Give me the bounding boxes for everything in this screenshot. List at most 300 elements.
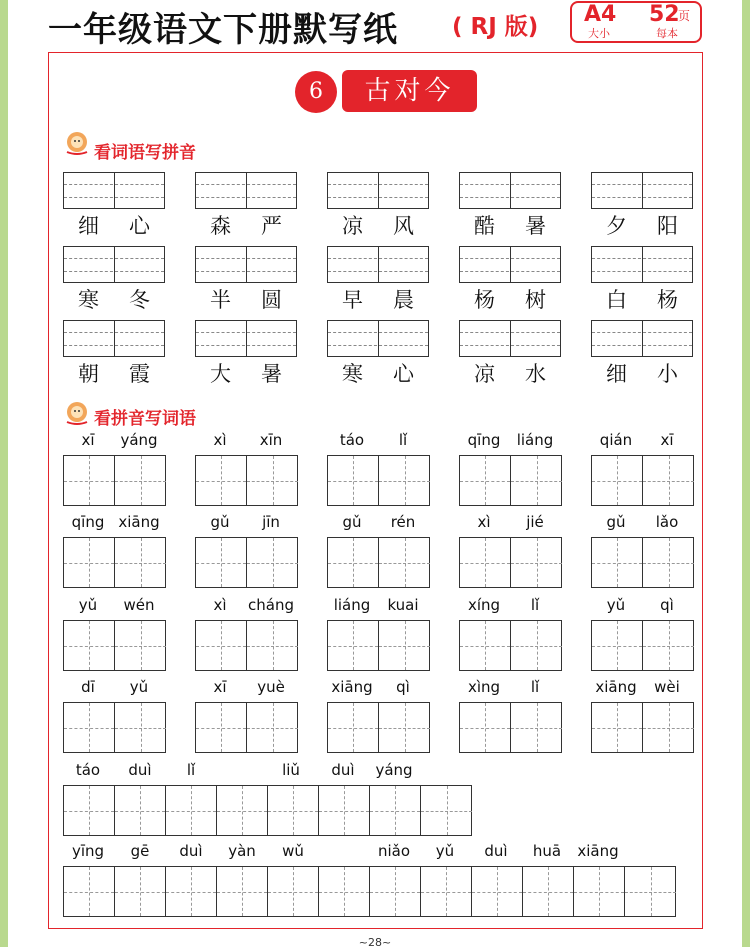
guide-line	[460, 646, 510, 647]
pinyin-text: lǐ	[186, 761, 196, 779]
grid-cell	[247, 456, 298, 505]
guide-line	[460, 271, 560, 272]
word-char: 酷	[474, 214, 495, 238]
guide-line	[196, 646, 246, 647]
grid-cell	[511, 621, 562, 670]
pages-label: 每本	[656, 27, 678, 40]
guide-line	[64, 271, 164, 272]
guide-line	[247, 481, 298, 482]
grid-cell	[64, 456, 115, 505]
guide-line	[592, 332, 692, 333]
guide-line	[511, 563, 562, 564]
grid-cell	[643, 703, 694, 752]
pinyin-text: rén	[390, 513, 416, 531]
size-label: 大小	[588, 27, 610, 40]
pinyin-text: gǔ	[606, 513, 626, 531]
guide-line	[319, 892, 369, 893]
tian-grid[interactable]	[327, 702, 430, 753]
grid-cell	[196, 703, 247, 752]
word-char: 霞	[129, 362, 150, 386]
pinyin-text: wǔ	[282, 842, 304, 860]
grid-cell	[460, 621, 511, 670]
guide-line	[217, 892, 267, 893]
pinyin-writing-box[interactable]	[591, 172, 693, 209]
word-char: 寒	[342, 362, 363, 386]
tian-grid[interactable]	[327, 537, 430, 588]
grid-cell	[166, 786, 217, 835]
pinyin-text: gǔ	[342, 513, 362, 531]
guide-line	[115, 563, 166, 564]
guide-line	[460, 481, 510, 482]
page-title: 一年级语文下册默写纸	[48, 10, 398, 50]
tian-grid[interactable]	[63, 537, 166, 588]
box-divider	[642, 321, 643, 356]
pinyin-text: xì	[477, 513, 491, 531]
grid-cell	[217, 867, 268, 916]
tian-grid[interactable]	[459, 455, 562, 506]
guide-line	[592, 646, 642, 647]
word-char: 杨	[474, 288, 495, 312]
lion-icon	[64, 130, 90, 156]
guide-line	[64, 481, 114, 482]
grid-cell	[379, 703, 430, 752]
pinyin-text: lǐ	[530, 678, 540, 696]
pinyin-text: duì	[331, 761, 355, 779]
guide-line	[592, 345, 692, 346]
guide-line	[166, 811, 216, 812]
word-char: 小	[657, 362, 678, 386]
spec-badge	[570, 1, 702, 43]
word-char: 凉	[342, 214, 363, 238]
pages-unit: 页	[678, 9, 691, 23]
guide-line	[64, 258, 164, 259]
guide-line	[592, 184, 692, 185]
pinyin-text: yuè	[257, 678, 285, 696]
tian-grid[interactable]	[195, 702, 298, 753]
grid-cell	[247, 703, 298, 752]
word-char: 心	[393, 362, 414, 386]
pinyin-text: gǔ	[210, 513, 230, 531]
word-char: 细	[78, 214, 99, 238]
box-divider	[510, 321, 511, 356]
grid-cell	[115, 538, 166, 587]
guide-line	[592, 258, 692, 259]
guide-line	[328, 332, 428, 333]
lion-icon	[64, 400, 90, 426]
guide-line	[196, 332, 296, 333]
guide-line	[64, 646, 114, 647]
grid-cell	[421, 786, 472, 835]
tian-grid[interactable]	[63, 866, 676, 917]
grid-cell	[247, 538, 298, 587]
guide-line	[64, 332, 164, 333]
pinyin-text: xiāng	[118, 513, 160, 531]
pinyin-text: gē	[130, 842, 150, 860]
guide-line	[328, 563, 378, 564]
guide-line	[643, 646, 694, 647]
guide-line	[115, 892, 165, 893]
tian-grid[interactable]	[195, 620, 298, 671]
guide-line	[421, 892, 471, 893]
tian-grid[interactable]	[591, 620, 694, 671]
tian-grid[interactable]	[591, 702, 694, 753]
pinyin-writing-box[interactable]	[195, 320, 297, 357]
left-border	[0, 0, 8, 947]
grid-cell	[460, 538, 511, 587]
guide-line	[196, 197, 296, 198]
word-char: 圆	[261, 288, 282, 312]
grid-cell	[217, 786, 268, 835]
box-divider	[378, 321, 379, 356]
word-char: 阳	[657, 214, 678, 238]
word-char: 寒	[78, 288, 99, 312]
pinyin-text: yáng	[375, 761, 413, 779]
guide-line	[64, 345, 164, 346]
grid-cell	[166, 867, 217, 916]
pinyin-text: qián	[599, 431, 633, 449]
pinyin-text: lǎo	[655, 513, 679, 531]
grid-cell	[115, 456, 166, 505]
word-char: 暑	[525, 214, 546, 238]
box-divider	[378, 173, 379, 208]
pinyin-writing-box[interactable]	[591, 246, 693, 283]
tian-grid[interactable]	[459, 702, 562, 753]
guide-line	[328, 271, 428, 272]
section-write-words: 看拼音写词语	[94, 409, 196, 429]
lesson-number: 6	[295, 71, 337, 113]
guide-line	[64, 811, 114, 812]
pinyin-text: jīn	[262, 513, 280, 531]
box-divider	[642, 247, 643, 282]
box-divider	[378, 247, 379, 282]
guide-line	[328, 345, 428, 346]
edition-label: ( RJ 版)	[452, 14, 539, 40]
guide-line	[592, 728, 642, 729]
pinyin-writing-box[interactable]	[327, 320, 429, 357]
pinyin-text: wèi	[654, 678, 680, 696]
guide-line	[64, 197, 164, 198]
guide-line	[511, 481, 562, 482]
guide-line	[196, 184, 296, 185]
pinyin-text: xī	[213, 678, 227, 696]
box-divider	[642, 173, 643, 208]
pinyin-text: duì	[484, 842, 508, 860]
guide-line	[460, 197, 560, 198]
grid-cell	[643, 621, 694, 670]
pinyin-text: xī	[660, 431, 674, 449]
box-divider	[246, 247, 247, 282]
box-divider	[246, 173, 247, 208]
tian-grid[interactable]	[459, 537, 562, 588]
grid-cell	[379, 456, 430, 505]
guide-line	[511, 728, 562, 729]
guide-line	[196, 258, 296, 259]
word-char: 半	[210, 288, 231, 312]
pinyin-text: xì	[213, 431, 227, 449]
pinyin-text: dī	[81, 678, 95, 696]
box-divider	[114, 321, 115, 356]
pinyin-text: liáng	[333, 596, 371, 614]
guide-line	[523, 892, 573, 893]
grid-cell	[64, 703, 115, 752]
guide-line	[64, 892, 114, 893]
pinyin-text: qīng	[467, 431, 501, 449]
grid-cell	[328, 703, 379, 752]
pinyin-text: yǔ	[129, 678, 149, 696]
pinyin-text: xíng	[467, 596, 501, 614]
guide-line	[460, 332, 560, 333]
pinyin-text: huā	[532, 842, 562, 860]
pinyin-text: xì	[213, 596, 227, 614]
guide-line	[328, 258, 428, 259]
pinyin-text: niǎo	[377, 842, 411, 860]
tian-grid[interactable]	[195, 455, 298, 506]
pinyin-text: duì	[179, 842, 203, 860]
grid-cell	[379, 538, 430, 587]
tian-grid[interactable]	[591, 537, 694, 588]
tian-grid[interactable]	[63, 702, 166, 753]
grid-cell	[268, 867, 319, 916]
guide-line	[379, 728, 430, 729]
pinyin-text: xīn	[259, 431, 283, 449]
tian-grid[interactable]	[327, 455, 430, 506]
guide-line	[511, 646, 562, 647]
grid-cell	[592, 456, 643, 505]
grid-cell	[115, 703, 166, 752]
pinyin-text: qīng	[71, 513, 105, 531]
grid-cell	[328, 621, 379, 670]
pinyin-writing-box[interactable]	[63, 172, 165, 209]
grid-cell	[370, 786, 421, 835]
pinyin-text: jié	[526, 513, 544, 531]
guide-line	[247, 563, 298, 564]
pinyin-text: yǔ	[435, 842, 455, 860]
grid-cell	[370, 867, 421, 916]
guide-line	[115, 646, 166, 647]
guide-line	[115, 481, 166, 482]
pinyin-text: liáng	[516, 431, 554, 449]
grid-cell	[511, 703, 562, 752]
tian-grid[interactable]	[327, 620, 430, 671]
guide-line	[115, 811, 165, 812]
guide-line	[196, 728, 246, 729]
guide-line	[379, 646, 430, 647]
guide-line	[460, 563, 510, 564]
pinyin-text: xiāng	[595, 678, 637, 696]
grid-cell	[523, 867, 574, 916]
guide-line	[319, 811, 369, 812]
guide-line	[592, 481, 642, 482]
guide-line	[196, 271, 296, 272]
guide-line	[370, 811, 420, 812]
section-write-pinyin: 看词语写拼音	[94, 143, 196, 163]
guide-line	[643, 481, 694, 482]
word-char: 夕	[606, 214, 627, 238]
right-border	[742, 0, 750, 947]
pinyin-text: yīng	[71, 842, 105, 860]
word-char: 风	[393, 214, 414, 238]
guide-line	[592, 197, 692, 198]
word-char: 暑	[261, 362, 282, 386]
word-char: 冬	[129, 288, 150, 312]
pinyin-text: xiāng	[331, 678, 373, 696]
pages-value: 52	[649, 2, 680, 27]
guide-line	[166, 892, 216, 893]
word-char: 严	[261, 214, 282, 238]
guide-line	[328, 481, 378, 482]
guide-line	[268, 892, 318, 893]
guide-line	[625, 892, 676, 893]
grid-cell	[592, 538, 643, 587]
pinyin-text: cháng	[248, 596, 294, 614]
box-divider	[114, 247, 115, 282]
grid-cell	[574, 867, 625, 916]
guide-line	[460, 345, 560, 346]
grid-cell	[643, 456, 694, 505]
guide-line	[115, 728, 166, 729]
grid-cell	[625, 867, 676, 916]
pinyin-writing-box[interactable]	[459, 172, 561, 209]
grid-cell	[64, 867, 115, 916]
guide-line	[328, 197, 428, 198]
guide-line	[472, 892, 522, 893]
guide-line	[268, 811, 318, 812]
guide-line	[379, 481, 430, 482]
guide-line	[64, 184, 164, 185]
guide-line	[247, 646, 298, 647]
pinyin-text: xiāng	[577, 842, 619, 860]
guide-line	[217, 811, 267, 812]
grid-cell	[421, 867, 472, 916]
guide-line	[643, 563, 694, 564]
pinyin-text: lǐ	[530, 596, 540, 614]
guide-line	[328, 184, 428, 185]
guide-line	[379, 563, 430, 564]
guide-line	[460, 184, 560, 185]
word-char: 森	[210, 214, 231, 238]
guide-line	[64, 563, 114, 564]
pinyin-text: xìng	[467, 678, 501, 696]
pinyin-text: xī	[81, 431, 95, 449]
tian-grid[interactable]	[591, 455, 694, 506]
word-char: 杨	[657, 288, 678, 312]
grid-cell	[511, 456, 562, 505]
box-divider	[510, 173, 511, 208]
pinyin-text: qì	[396, 678, 410, 696]
header	[0, 0, 750, 48]
pinyin-text: yàn	[228, 842, 256, 860]
grid-cell	[472, 867, 523, 916]
word-char: 朝	[78, 362, 99, 386]
pinyin-text: wén	[123, 596, 155, 614]
grid-cell	[196, 538, 247, 587]
grid-cell	[592, 621, 643, 670]
pinyin-writing-box[interactable]	[459, 246, 561, 283]
tian-grid[interactable]	[63, 785, 472, 836]
guide-line	[64, 728, 114, 729]
pinyin-writing-box[interactable]	[195, 172, 297, 209]
guide-line	[196, 345, 296, 346]
word-char: 白	[606, 288, 627, 312]
box-divider	[114, 173, 115, 208]
grid-cell	[592, 703, 643, 752]
tian-grid[interactable]	[459, 620, 562, 671]
word-char: 大	[210, 362, 231, 386]
grid-cell	[64, 786, 115, 835]
grid-cell	[643, 538, 694, 587]
guide-line	[196, 563, 246, 564]
pinyin-text: duì	[128, 761, 152, 779]
grid-cell	[268, 786, 319, 835]
word-char: 凉	[474, 362, 495, 386]
word-char: 心	[129, 214, 150, 238]
pinyin-writing-box[interactable]	[327, 246, 429, 283]
grid-cell	[64, 538, 115, 587]
guide-line	[328, 646, 378, 647]
pinyin-writing-box[interactable]	[63, 246, 165, 283]
word-char: 细	[606, 362, 627, 386]
grid-cell	[115, 786, 166, 835]
grid-cell	[115, 867, 166, 916]
word-char: 早	[342, 288, 363, 312]
box-divider	[246, 321, 247, 356]
grid-cell	[328, 456, 379, 505]
grid-cell	[247, 621, 298, 670]
guide-line	[196, 481, 246, 482]
grid-cell	[319, 867, 370, 916]
pinyin-text: qì	[660, 596, 674, 614]
word-char: 树	[525, 288, 546, 312]
grid-cell	[328, 538, 379, 587]
pinyin-text: kuai	[387, 596, 419, 614]
guide-line	[328, 728, 378, 729]
word-char: 晨	[393, 288, 414, 312]
grid-cell	[64, 621, 115, 670]
pinyin-writing-box[interactable]	[591, 320, 693, 357]
guide-line	[421, 811, 472, 812]
pinyin-writing-box[interactable]	[459, 320, 561, 357]
pinyin-writing-box[interactable]	[63, 320, 165, 357]
grid-cell	[319, 786, 370, 835]
pinyin-text: yǔ	[78, 596, 98, 614]
pinyin-text: yǔ	[606, 596, 626, 614]
guide-line	[592, 271, 692, 272]
grid-cell	[460, 703, 511, 752]
grid-cell	[115, 621, 166, 670]
lesson-title: 古对今	[342, 70, 477, 112]
size-value: A4	[584, 2, 617, 27]
guide-line	[592, 563, 642, 564]
box-divider	[510, 247, 511, 282]
pinyin-writing-box[interactable]	[195, 246, 297, 283]
grid-cell	[196, 456, 247, 505]
pinyin-writing-box[interactable]	[327, 172, 429, 209]
guide-line	[460, 728, 510, 729]
grid-cell	[511, 538, 562, 587]
tian-grid[interactable]	[63, 455, 166, 506]
grid-cell	[379, 621, 430, 670]
tian-grid[interactable]	[195, 537, 298, 588]
pinyin-text: yáng	[120, 431, 158, 449]
pinyin-text: táo	[339, 431, 365, 449]
grid-cell	[460, 456, 511, 505]
pinyin-text: lǐ	[398, 431, 408, 449]
pinyin-text: táo	[75, 761, 101, 779]
tian-grid[interactable]	[63, 620, 166, 671]
pinyin-text: liǔ	[282, 761, 300, 779]
grid-cell	[196, 621, 247, 670]
word-char: 水	[525, 362, 546, 386]
